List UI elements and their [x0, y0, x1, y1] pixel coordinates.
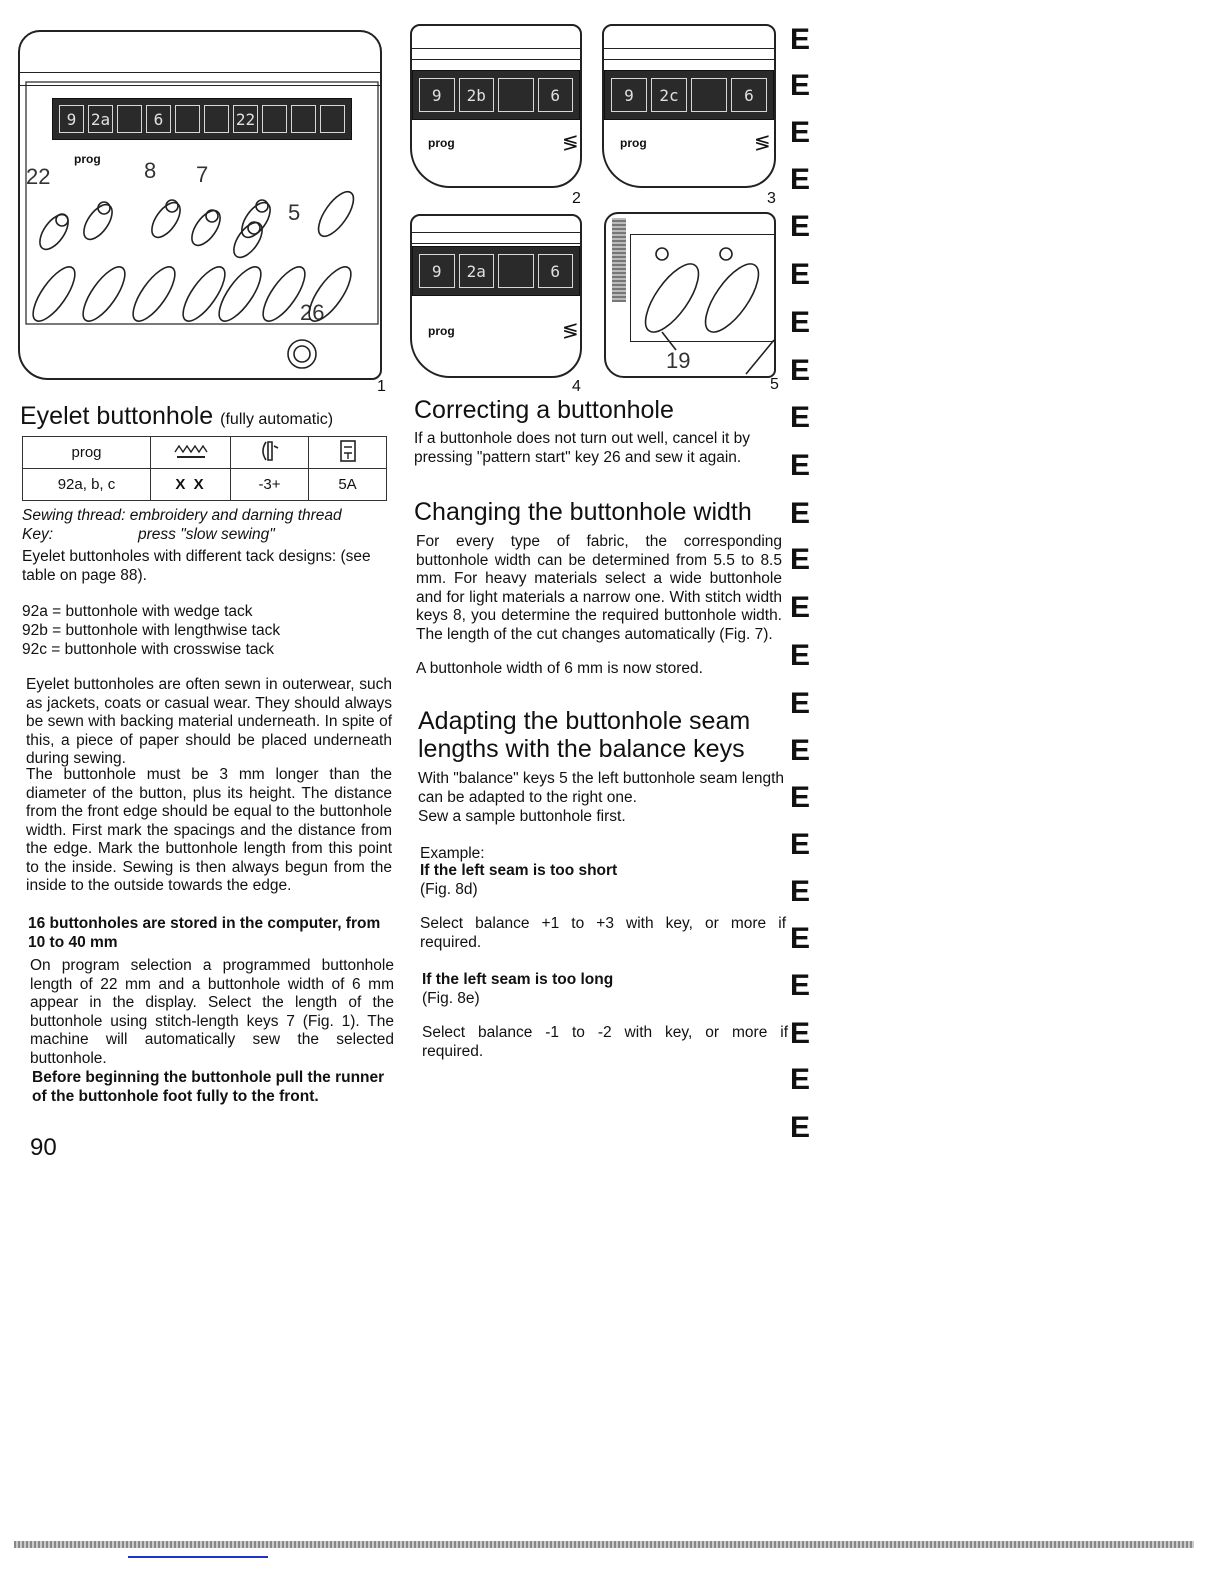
settings-table: [22, 436, 387, 501]
too-long-heading: If the left seam is too long: [422, 971, 614, 988]
language-tab-e: E: [790, 401, 811, 434]
language-tab-e: E: [790, 210, 811, 243]
correcting-paragraph: If a buttonhole does not turn out well, cancel it by pressing "pattern start" key 26 and sew it again.: [414, 430, 751, 466]
stored-buttonholes-heading: 16 buttonholes are stored in the computer, from 10 to 40 mm: [28, 915, 381, 951]
example-label: Example:: [420, 845, 485, 862]
language-tab-e: E: [790, 875, 811, 908]
language-tab-e: E: [790, 734, 811, 767]
display-cell: 2b: [459, 78, 495, 112]
language-tab-e: E: [790, 687, 811, 720]
zigzag-stitch-icon: ≶: [562, 132, 579, 154]
figure-3-prog-label: prog: [620, 136, 647, 150]
pattern-key-icon: [176, 261, 232, 327]
figure-3-number: 3: [767, 190, 776, 207]
language-tab-e: E: [790, 591, 811, 624]
language-tab-e: E: [790, 497, 811, 530]
language-tab-e: E: [790, 163, 811, 196]
display-cell: [498, 78, 534, 112]
figure-4-prog-label: prog: [428, 324, 455, 338]
language-tab-e: E: [790, 258, 811, 291]
language-tab-e: E: [790, 69, 811, 102]
callout-22: 22: [26, 164, 51, 189]
figure-2-number: 2: [572, 190, 581, 207]
stitch-width-minus-icon: [186, 206, 225, 250]
table-row: [23, 437, 387, 469]
stitch-length-plus-icon: [236, 198, 275, 242]
adapting-title-line-2: lengths with the balance keys: [418, 735, 745, 763]
adapting-title-line-1: Adapting the buttonhole seam: [418, 707, 751, 735]
list-item: 92c = buttonhole with crosswise tack: [22, 641, 275, 658]
balance-plus-key-icon: [636, 256, 708, 340]
bottom-link-underline: [128, 1556, 268, 1558]
language-tab-e: E: [790, 969, 811, 1002]
table-cell-tack: X X: [151, 469, 231, 501]
language-tab-e: E: [790, 354, 811, 387]
figure-3-display: [604, 70, 774, 120]
changing-width-title: Changing the buttonhole width: [414, 498, 752, 526]
display-cell: 6: [146, 105, 171, 133]
figure-2-prog-label: prog: [428, 136, 455, 150]
too-short-heading: If the left seam is too short: [420, 862, 618, 879]
display-cell: 9: [419, 78, 455, 112]
figure-2-display-panel: [410, 24, 582, 188]
balance-paragraph: With "balance" keys 5 the left buttonhole seam length can be adapted to the right one.: [418, 770, 784, 806]
figure-1-keys: [20, 32, 380, 378]
figure-1-control-panel: [18, 30, 382, 380]
display-cell: [691, 78, 727, 112]
language-tab-e: E: [790, 449, 811, 482]
language-tab-e: E: [790, 781, 811, 814]
sewing-thread-line: Sewing thread: embroidery and darning thread: [22, 507, 342, 524]
callout-7: 7: [196, 162, 209, 187]
language-tab-e: E: [790, 23, 811, 56]
stitch-length-minus-icon: [228, 218, 267, 262]
balance-minus-key-icon: [302, 261, 358, 327]
program-selection-paragraph: On program selection a programmed buttonhole length of 22 mm and a buttonhole width of 6 mm appear in the display. Select the length of the buttonhole using stitch-length keys 7 (Fig. 1). The machine will automatically sew the selected buttonhole.: [30, 957, 394, 1067]
plus-key-icon: [78, 200, 117, 244]
balance-plus-key-icon: [256, 261, 312, 327]
language-tab-e: E: [790, 639, 811, 672]
presser-foot-pressure-icon: [309, 437, 387, 469]
language-tab-e: E: [790, 306, 811, 339]
stitch-pattern-icon: [151, 437, 231, 469]
language-tab-e: E: [790, 1063, 811, 1096]
table-row: [23, 469, 387, 501]
figure-4-number: 4: [572, 378, 581, 395]
table-header-prog: prog: [23, 437, 151, 469]
display-cell: 9: [611, 78, 647, 112]
key-label: Key:: [22, 526, 54, 543]
page-number: 90: [30, 1134, 57, 1161]
display-cell: 9: [59, 105, 84, 133]
display-cell: 9: [419, 254, 455, 288]
zigzag-stitch-icon: ≶: [562, 320, 579, 342]
stitch-width-plus-icon: [146, 198, 185, 242]
figure-4-display-panel: [410, 214, 582, 378]
zigzag-stitch-icon: ≶: [754, 132, 771, 154]
figure-5-number: 5: [770, 376, 779, 393]
display-cell: [498, 254, 534, 288]
title-text: Eyelet buttonhole: [20, 402, 214, 430]
mem-minus-key-icon: [76, 261, 132, 327]
key-value: press "slow sewing": [138, 526, 275, 543]
page-bottom-rule: [14, 1541, 1194, 1548]
too-short-instruction: Select balance +1 to +3 with key, or more if required.: [420, 915, 786, 951]
too-long-instruction: Select balance -1 to -2 with key, or more if required.: [422, 1024, 788, 1060]
table-cell-program: 92a, b, c: [23, 469, 151, 501]
fig-8d-ref: (Fig. 8d): [420, 881, 478, 898]
mem-plus-key-icon: [26, 261, 82, 327]
callout-19: 19: [666, 348, 691, 373]
figure-1-number: 1: [377, 378, 386, 395]
table-cell-foot: 5A: [309, 469, 387, 501]
table-cell-balance: -3+: [231, 469, 309, 501]
figure-4-display: [412, 246, 580, 296]
sample-line: Sew a sample buttonhole first.: [418, 808, 626, 825]
figure-3-display-panel: [602, 24, 776, 188]
balance-key-icon: [212, 261, 268, 327]
list-item: 92a = buttonhole with wedge tack: [22, 603, 253, 620]
language-tab-e: E: [790, 1017, 811, 1050]
callout-26: 26: [300, 300, 325, 325]
title-suffix: (fully automatic): [220, 411, 334, 428]
measurement-paragraph: The buttonhole must be 3 mm longer than the diameter of the button, plus its height. The distance from the front edge should be equal to the buttonhole width. First mark the spacings and the distance from the edge. Mark the buttonhole length from this point to the inside. Sewing is then always begun from the inside to the outside towards the edge.: [26, 766, 392, 894]
display-cell: 2c: [651, 78, 687, 112]
width-stored-line: A buttonhole width of 6 mm is now stored.: [416, 660, 703, 677]
callout-5: 5: [288, 200, 301, 225]
balance-minus-key-icon: [696, 256, 768, 340]
width-paragraph: For every type of fabric, the corresponding buttonhole width can be determined from 5.5 to 8.5 mm. For heavy materials select a wide buttonhole and for light materials a narrow one. With stitch width keys 8, you determine the required buttonhole width. The length of the cut changes automatically (Fig. 7).: [416, 533, 782, 643]
memory-key-icon: [126, 261, 182, 327]
language-tab-e: E: [790, 1111, 811, 1144]
display-key-icon: [312, 186, 360, 241]
language-tab-e: E: [790, 116, 811, 149]
display-cell: 2a: [459, 254, 495, 288]
display-cell: 6: [538, 254, 574, 288]
runner-warning: Before beginning the buttonhole pull the runner of the buttonhole foot fully to the front.: [32, 1069, 385, 1105]
display-cell: 6: [538, 78, 574, 112]
outerwear-paragraph: Eyelet buttonholes are often sewn in outerwear, such as jackets, coats or casual wear. They should always be sewn with backing material underneath. In spite of this, a piece of paper should be placed underneath during sewing.: [26, 676, 392, 767]
figure-5-balance-keys: [604, 212, 776, 378]
display-cell: 6: [731, 78, 767, 112]
fig-8e-ref: (Fig. 8e): [422, 990, 480, 1007]
language-tab-e: E: [790, 828, 811, 861]
list-item: 92b = buttonhole with lengthwise tack: [22, 622, 281, 639]
language-tab-e: E: [790, 922, 811, 955]
eyelet-intro-paragraph: Eyelet buttonholes with different tack designs: (see table on page 88).: [22, 548, 371, 584]
minus-key-icon: [34, 210, 73, 254]
display-cell: 2a: [88, 105, 113, 133]
language-tab-e: E: [790, 543, 811, 576]
figure-2-display: [412, 70, 580, 120]
eyelet-buttonhole-title: [20, 402, 333, 434]
figure-1-prog-label: prog: [74, 152, 101, 166]
correcting-buttonhole-title: Correcting a buttonhole: [414, 396, 674, 424]
display-cell: 22: [233, 105, 258, 133]
callout-8: 8: [144, 158, 157, 183]
buttonhole-foot-icon: [231, 437, 309, 469]
